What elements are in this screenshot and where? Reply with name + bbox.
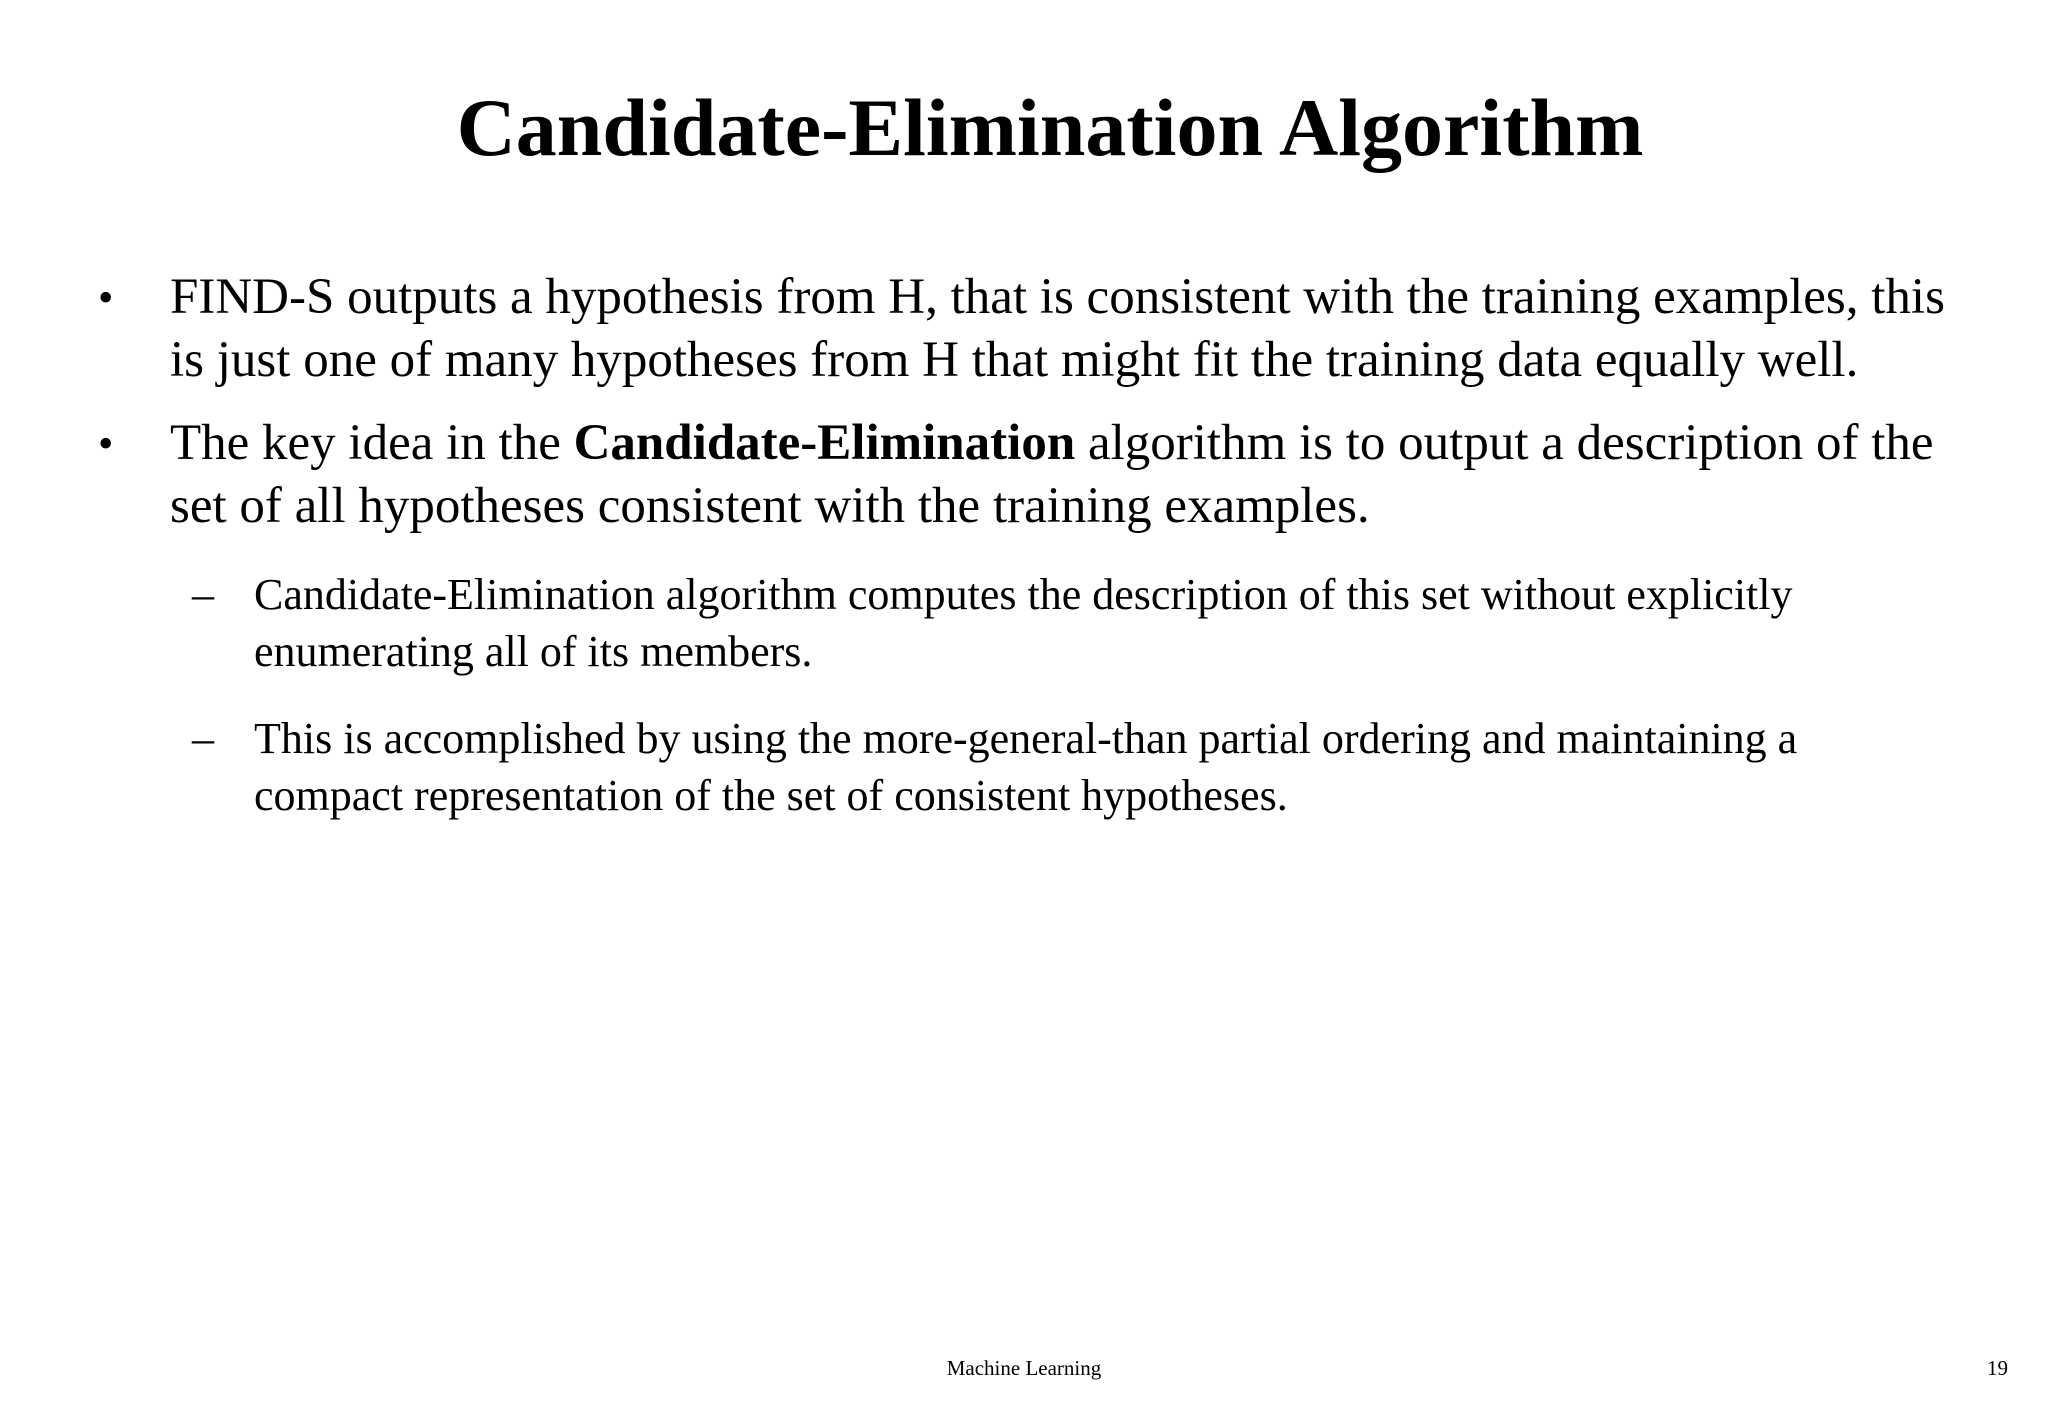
bullet-text-after: algorithm is to output a description of the set of all hypotheses consistent with the training examples. xyxy=(170,415,1934,534)
sub-item xyxy=(0,566,1954,680)
bullet-text: FIND-S outputs a hypothesis from H, that is consistent with the training examples, this is just one of many hypotheses from H that might fit the training data equally well. xyxy=(170,269,1945,388)
sub-item xyxy=(0,710,1954,824)
bullet-text-bold: Candidate-Elimination xyxy=(573,415,1076,471)
sub-marker: – xyxy=(192,714,214,763)
sub-marker: – xyxy=(192,570,214,619)
bullet-marker: • xyxy=(98,419,114,468)
footer-page-number: 19 xyxy=(1987,1356,2008,1380)
sub-list xyxy=(0,566,2048,824)
footer-course-name: Machine Learning xyxy=(946,1356,1102,1380)
sub-text: This is accomplished by using the more-general-than partial ordering and maintaining a compact representation of the set of consistent hypotheses. xyxy=(254,714,1798,820)
bullet-item xyxy=(0,266,1950,392)
sub-text: Candidate-Elimination algorithm computes the description of this set without explicitly enumerating all of its members. xyxy=(254,570,1793,676)
slide-content xyxy=(0,266,2048,854)
bullet-text-before: The key idea in the xyxy=(170,415,574,471)
bullet-marker: • xyxy=(98,273,114,322)
bullet-item xyxy=(0,412,1950,538)
slide-title: Candidate-Elimination Algorithm xyxy=(456,82,1644,173)
